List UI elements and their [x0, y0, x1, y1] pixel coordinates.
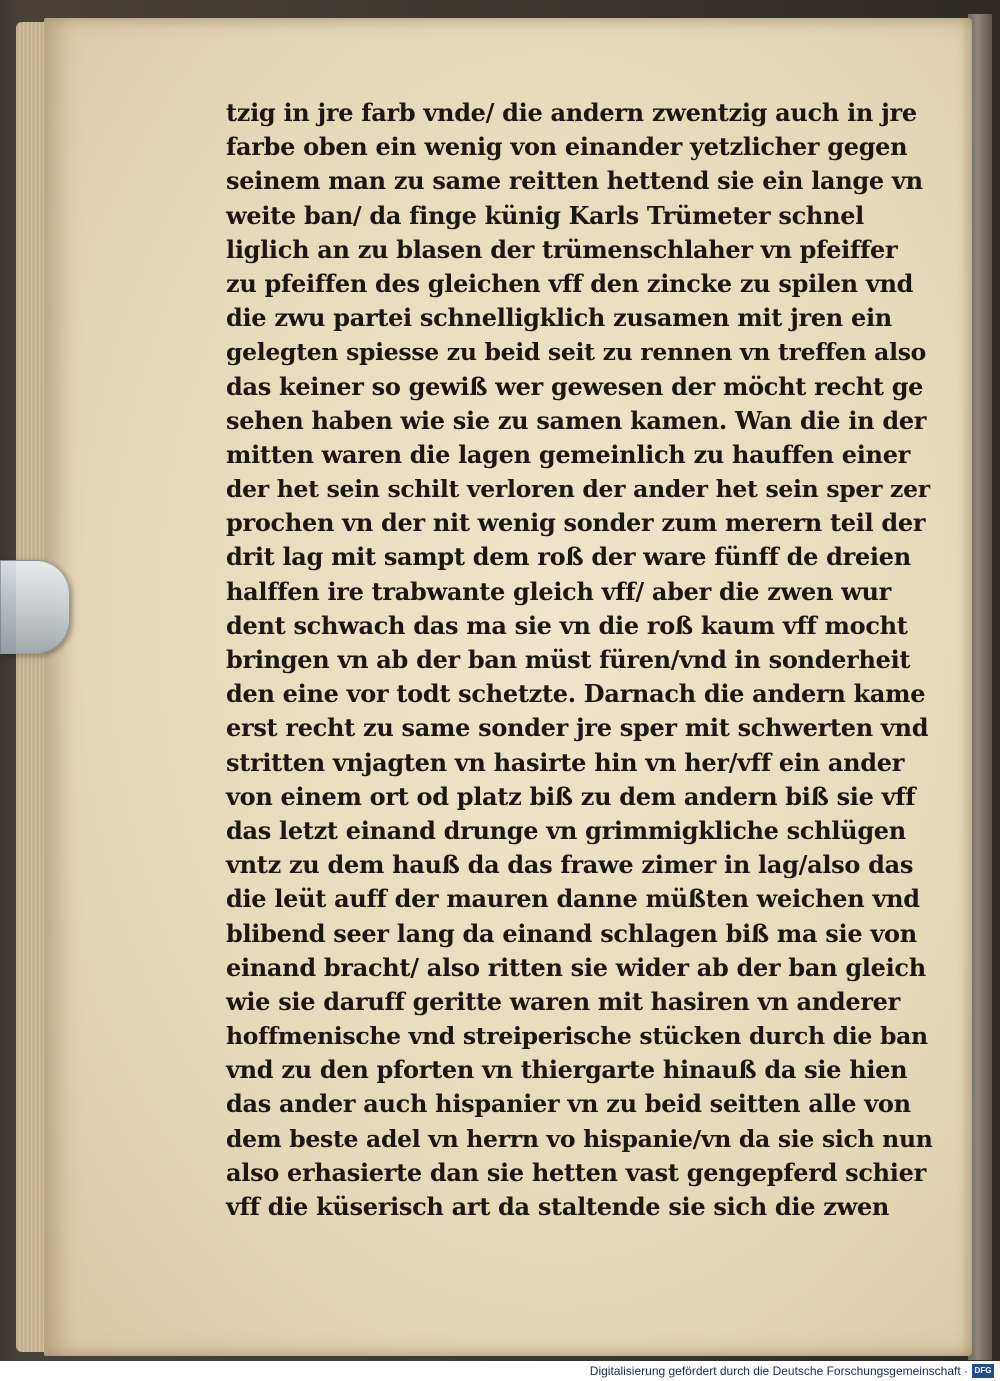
text-line: weite ban/ da finge künig Karls Trümeter schnel	[226, 200, 865, 230]
text-line: das keiner so gewiß wer gewesen der möcht recht ge	[226, 371, 924, 401]
text-line: wie sie daruff geritte waren mit hasiren vn anderer	[226, 986, 900, 1016]
text-line: die leüt auff der mauren danne müßten weichen vnd	[226, 884, 920, 914]
page-clip	[0, 560, 70, 654]
text-line: blibend seer lang da einand schlagen biß ma sie von	[226, 918, 917, 948]
text-line: bringen vn ab der ban müst füren/vnd in sonderheit	[226, 645, 911, 674]
text-line: tzig in jre farb vnde/ die andern zwentzig auch in jre	[226, 98, 917, 127]
text-block	[226, 96, 936, 1224]
text-line: prochen vn der nit wenig sonder zum merern teil der	[226, 508, 926, 538]
footer-bar	[0, 1361, 1000, 1381]
text-line: gelegten spiesse zu beid seit zu rennen vn treffen also	[226, 338, 927, 367]
text-line: dent schwach das ma sie vn die roß kaum vff mocht	[226, 610, 908, 640]
text-line: sehen haben wie sie zu samen kamen. Wan die in der	[226, 405, 927, 435]
text-line: der het sein schilt verloren der ander het sein sper zer	[226, 475, 930, 504]
text-line: von einem ort od platz biß zu dem andern biß sie vff	[226, 781, 916, 811]
text-line: einand bracht/ also ritten sie wider ab der ban gleich	[226, 952, 926, 982]
text-line: farbe oben ein wenig von einander yetzlicher gegen	[226, 132, 908, 162]
text-line: vntz zu dem hauß da das frawe zimer in lag/also das	[226, 850, 914, 880]
text-line: hoffmenische vnd streiperische stücken durch die ban	[226, 1022, 928, 1051]
text-line: halffen ire trabwante gleich vff/ aber die zwen wur	[226, 576, 892, 606]
text-line: den eine vor todt schetzte. Darnach die andern kame	[226, 679, 926, 709]
text-line: mitten waren die lagen gemeinlich zu hauffen einer	[226, 439, 911, 469]
dfg-logo: DFG	[972, 1364, 994, 1378]
funding-credit: Digitalisierung gefördert durch die Deutsche Forschungsgemeinschaft ·	[589, 1364, 968, 1378]
text-line: die zwu partei schnelligklich zusamen mit jren ein	[226, 303, 892, 333]
text-line: vff die küserisch art da staltende sie sich die zwen	[226, 1192, 890, 1221]
text-line: das ander auch hispanier vn zu beid seitten alle von	[226, 1089, 911, 1119]
text-line: dem beste adel vn herrn vo hispanie/vn da sie sich nun	[226, 1124, 933, 1153]
text-line: vnd zu den pforten vn thiergarte hinauß da sie hien	[226, 1055, 908, 1085]
text-line: also erhasierte dan sie hetten vast gengepferd schier	[226, 1157, 926, 1187]
text-line: drit lag mit sampt dem roß der ware fünff de dreien	[226, 542, 911, 572]
text-line: liglich an zu blasen der trümenschlaher vn pfeiffer	[226, 234, 898, 264]
text-line: erst recht zu same sonder jre sper mit schwerten vnd	[226, 713, 929, 743]
text-line: zu pfeiffen des gleichen vff den zincke zu spilen vnd	[226, 268, 914, 298]
text-line: seinem man zu same reitten hettend sie ein lange vn	[226, 166, 923, 196]
text-line: stritten vnjagten vn hasirte hin vn her/vff ein ander	[226, 747, 905, 777]
text-line: das letzt einand drunge vn grimmigkliche schlügen	[226, 815, 906, 845]
